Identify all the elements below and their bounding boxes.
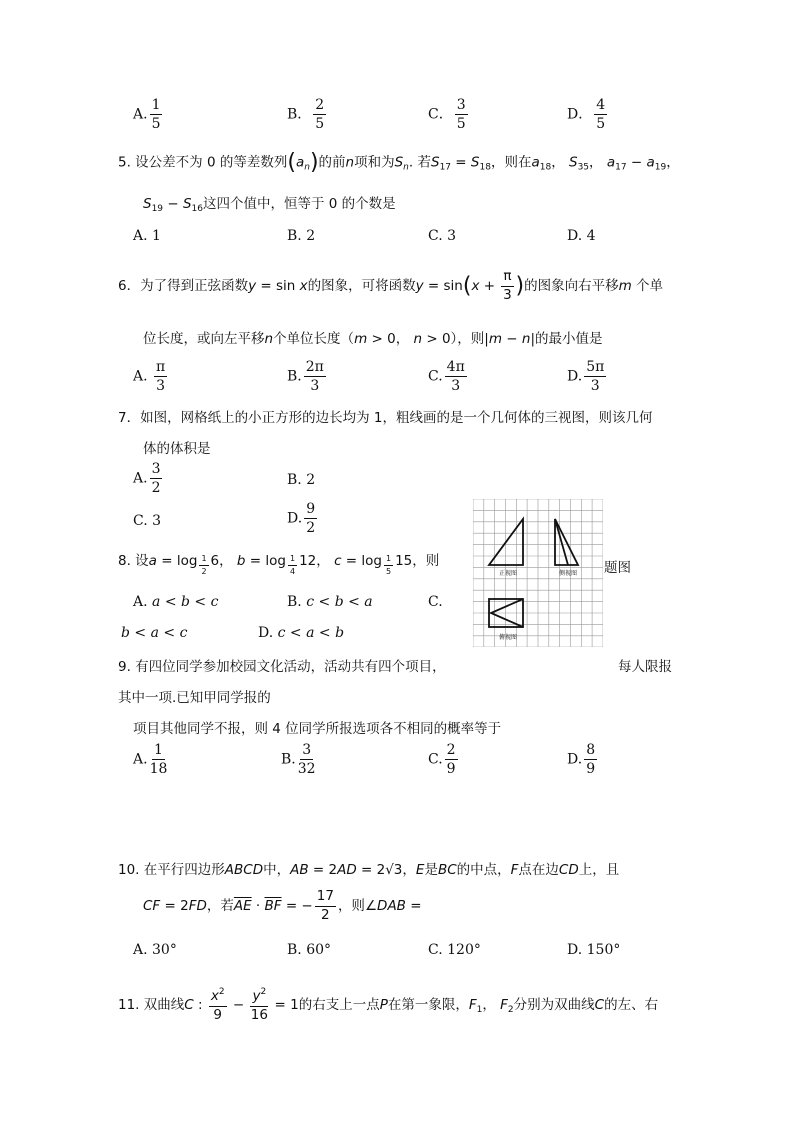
q6-option-c: C. $\frac{4\pi}{3}$ [428,359,465,394]
q4-option-b: B． $\frac{2}{5}$ [287,97,325,132]
q10-option-a: A. 30° [133,942,177,958]
q7-option-a: A. $\frac{3}{2}$ [133,461,161,496]
q10-option-c: C. 120° [428,942,481,958]
q9-option-a: A. $\frac{1}{18}$ [133,742,168,777]
q4-option-a: A. $\frac{1}{5}$ [133,97,161,132]
q5-option-d: D. 4 [567,228,596,244]
q8-option-d: D. c < a < b [258,625,345,641]
q7-option-d: D. $\frac{9}{2}$ [287,501,316,536]
q4-option-c: C． $\frac{3}{5}$ [428,97,466,132]
q9-option-b: B. $\frac{3}{32}$ [281,742,316,777]
q6-stem-line2: 位长度，或向左平移n个单位长度（m > 0， n > 0），则|m − n|的最小值是 [143,331,603,347]
q9-option-c: C. $\frac{2}{9}$ [428,742,456,777]
side-view-label: 侧视图 [559,570,578,577]
figure-caption: 题图 [604,560,631,576]
q8-option-c-label: C. [428,594,443,610]
q7-stem-line1: 7．如图，网格纸上的小正方形的边长均为 1，粗线画的是一个几何体的三视图，则该几何 [118,410,653,426]
q7-option-b: B. 2 [287,472,316,488]
q6-option-a: A. $\frac{\pi}{3}$ [133,359,166,394]
q7-option-c: C. 3 [133,513,162,529]
q6-option-d: D. $\frac{5\pi}{3}$ [567,359,605,394]
q10-option-d: D. 150° [567,942,621,958]
q6-stem-line1: 6．为了得到正弦函数y = sin x的图象，可将函数y = sin(x + $\frac{\pi}{3}$ )的图象向右平移m 个单 [118,268,664,303]
q8-option-c-value: b < a < c [121,625,188,641]
q9-stem-line1-right: 每人限报 [618,659,672,675]
q5-option-a: A. 1 [133,228,161,244]
q5-stem-line2: $S_{19} - S_{16}$这四个值中，恒等于 0 的个数是 [143,196,396,214]
top-view-label: 俯视图 [499,634,518,641]
q5-option-b: B. 2 [287,228,316,244]
front-view [489,519,523,565]
q8-option-a: A. a < b < c [133,594,219,610]
q7-stem-line2: 体的体积是 [143,441,211,457]
q9-stem-line2: 其中一项.已知甲同学报的 [118,690,271,706]
q9-stem-line1: 9. 有四位同学参加校园文化活动，活动共有四个项目， [118,659,446,675]
q9-stem-line3: 项目其他同学不报，则 4 位同学所报选项各不相同的概率等于 [133,721,502,737]
q5-stem-line1: 5. 设公差不为 0 的等差数列$(a_n)$的前n项和为$S_n$. 若$S_{17} = S_{18}$，则在$a_{18}$， $S_{35}$， $a_{17} - a_{19}$， [118,150,680,175]
q11-stem: 11. 双曲线C : $\frac{x^2}{9}$ − $\frac{y^2}{16}$ = 1的右支上一点P在第一象限，$F_1$， $F_2$分别为双曲线C的左、右 [118,987,659,1023]
front-view-label: 正视图 [499,570,518,577]
q8-stem: 8. 设a = log $_{\frac{1}{2}}$ 6， b = log $_{\frac{1}{4}}$ 12， c = log $_{\frac{1}{5}}$ 15，则 [118,553,440,576]
q10-option-b: B. 60° [287,942,332,958]
q9-option-d: D. $\frac{8}{9}$ [567,742,596,777]
side-view [555,519,578,565]
q5-option-c: C. 3 [428,228,457,244]
q6-option-b: B. $\frac{2\pi}{3}$ [287,359,324,394]
three-view-figure [473,499,603,647]
q10-stem-line1: 10. 在平行四边形ABCD中，AB = 2AD = 2√3，E是BC的中点，F点在边CD上，且 [118,862,620,878]
q8-option-b: B. c < b < a [287,594,373,610]
q10-stem-line2: CF = 2FD，若$\overline{AE} \cdot \overline{BF}$ = − $\frac{17}{2}$ ，则∠DAB = [143,888,422,923]
q4-option-d: D． $\frac{4}{5}$ [567,97,606,132]
grid [473,499,603,647]
